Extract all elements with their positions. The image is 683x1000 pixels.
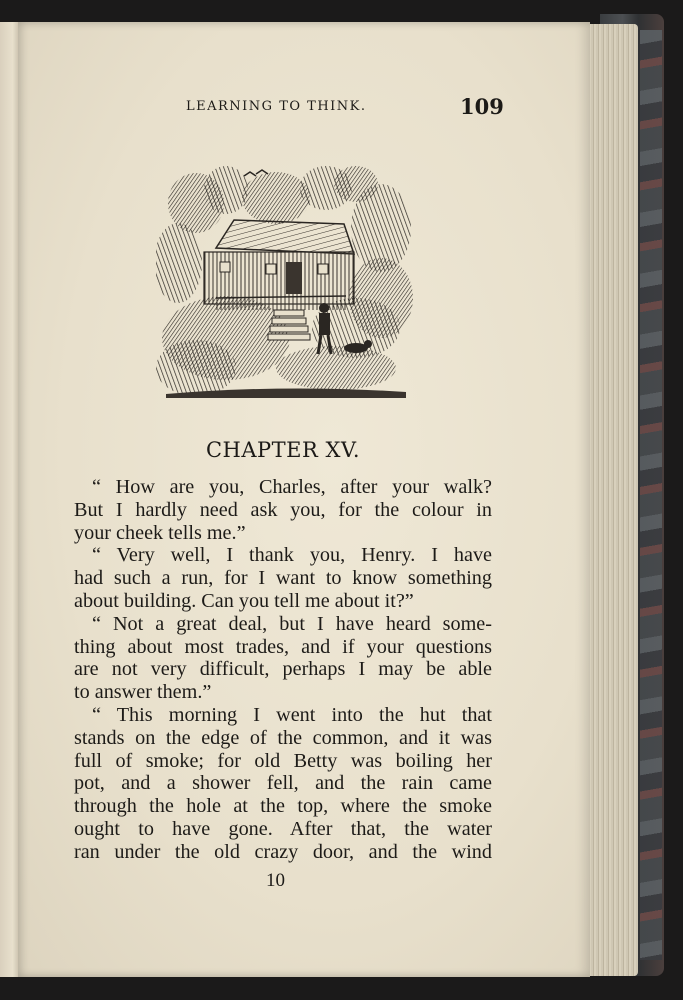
marbled-cover	[640, 30, 662, 960]
text-line: But I hardly need ask you, for the colour in	[74, 498, 492, 521]
body-text	[74, 476, 492, 864]
chapter-title: CHAPTER XV.	[205, 438, 361, 462]
text-line: ought to have gone. After that, the water	[74, 817, 492, 840]
text-line: had such a run, for I want to know something	[74, 567, 492, 590]
text-line: ran under the old crazy door, and the wind	[74, 840, 492, 863]
text-line: your cheek tells me.”	[74, 521, 246, 544]
page-number: 109	[460, 94, 504, 119]
text-line: thing about most trades, and if your questions	[74, 635, 492, 658]
text-line: pot, and a shower fell, and the rain came	[74, 772, 492, 795]
running-head: LEARNING TO THINK.	[186, 99, 367, 114]
text-line: about building. Can you tell me about it?”	[74, 589, 414, 612]
text-line: through the hole at the top, where the smoke	[74, 795, 492, 818]
woodcut-illustration-hut	[156, 158, 414, 404]
text-line: are not very difficult, perhaps I may be able	[74, 658, 492, 681]
text-line: full of smoke; for old Betty was boiling her	[74, 749, 492, 772]
text-line: “ How are you, Charles, after your walk?	[92, 476, 492, 498]
text-line: “ Very well, I thank you, Henry. I have	[92, 544, 492, 567]
text-line: “ Not a great deal, but I have heard some-	[92, 612, 492, 635]
text-line: to answer them.”	[74, 681, 212, 704]
text-line: “ This morning I went into the hut that	[92, 703, 492, 726]
facing-page-edge	[0, 22, 18, 977]
text-line: stands on the edge of the common, and it was	[74, 726, 492, 749]
page-block-edges	[586, 24, 638, 976]
signature-mark: 10	[266, 870, 285, 891]
